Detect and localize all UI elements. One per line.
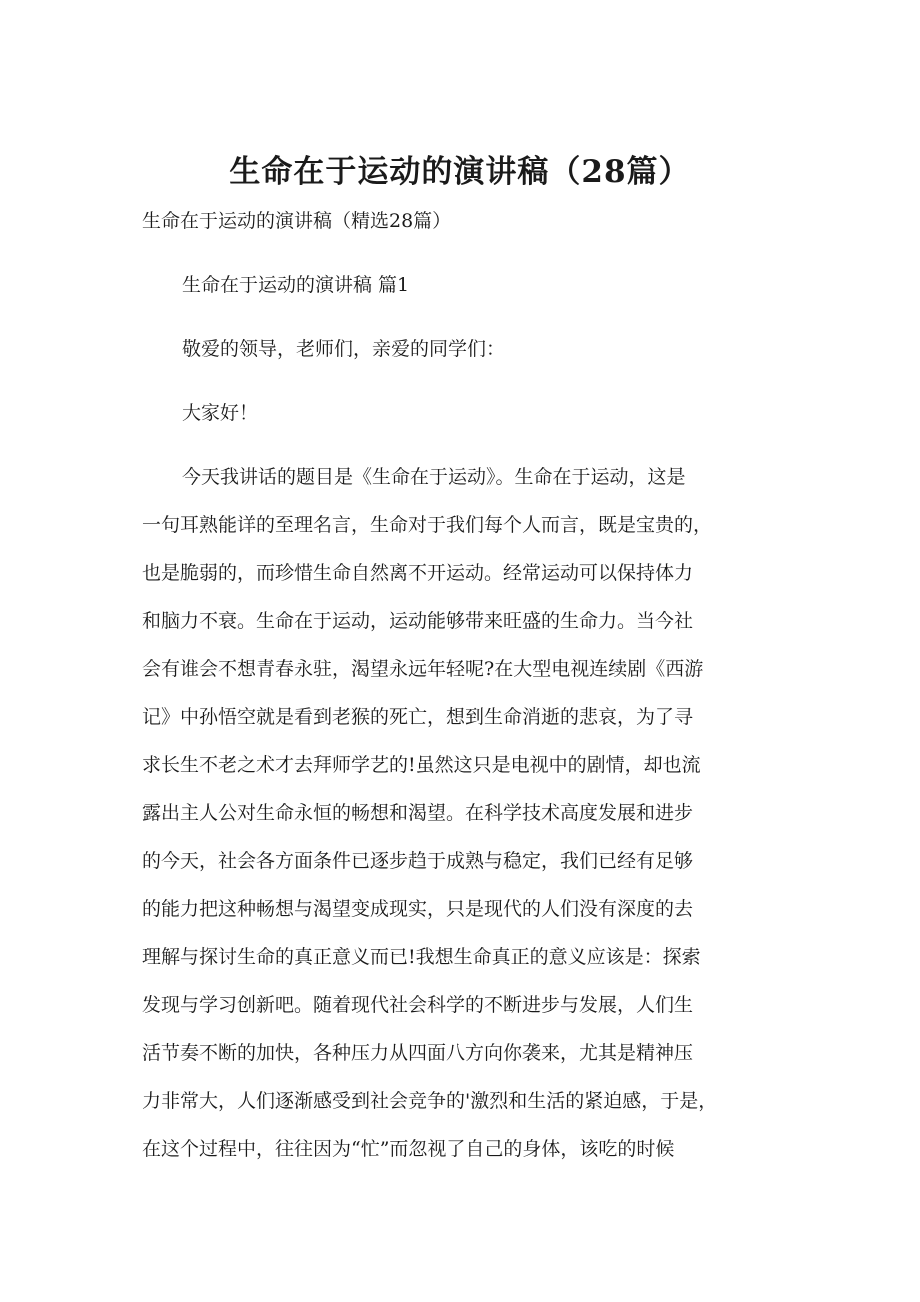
- body-line: 活节奏不断的加快，各种压力从四面八方向你袭来，尤其是精神压: [142, 1042, 694, 1064]
- section-heading: 生命在于运动的演讲稿 篇1: [182, 274, 410, 296]
- body-line: 的能力把这种畅想与渴望变成现实，只是现代的人们没有深度的去: [142, 898, 694, 920]
- salutation: 敬爱的领导，老师们，亲爱的同学们：: [182, 338, 506, 360]
- greeting: 大家好！: [182, 402, 259, 424]
- document-title: 生命在于运动的演讲稿（28篇）: [229, 154, 691, 190]
- body-line: 力非常大，人们逐渐感受到社会竞争的'激烈和生活的紧迫感，于是，: [142, 1090, 718, 1112]
- document-subtitle: 生命在于运动的演讲稿（精选28篇）: [142, 210, 452, 232]
- body-line: 在这个过程中，往往因为“忙”而忽视了自己的身体，该吃的时候: [142, 1138, 675, 1160]
- body-line: 露出主人公对生命永恒的畅想和渴望。在科学技术高度发展和进步: [142, 802, 694, 824]
- body-line: 也是脆弱的，而珍惜生命自然离不开运动。经常运动可以保持体力: [142, 562, 694, 584]
- body-line: 会有谁会不想青春永驻，渴望永远年轻呢?在大型电视连续剧《西游: [142, 658, 704, 680]
- body-line: 一句耳熟能详的至理名言，生命对于我们每个人而言，既是宝贵的，: [142, 514, 713, 536]
- body-line: 发现与学习创新吧。随着现代社会科学的不断进步与发展，人们生: [142, 994, 694, 1016]
- body-line: 记》中孙悟空就是看到老猴的死亡，想到生命消逝的悲哀，为了寻: [142, 706, 694, 728]
- body-line: 理解与探讨生命的真正意义而已!我想生命真正的意义应该是：探索: [142, 946, 701, 968]
- body-line: 求长生不老之术才去拜师学艺的!虽然这只是电视中的剧情，却也流: [142, 754, 701, 776]
- body-line: 今天我讲话的题目是《生命在于运动》。生命在于运动，这是: [182, 466, 686, 488]
- body-line: 和脑力不衰。生命在于运动，运动能够带来旺盛的生命力。当今社: [142, 610, 694, 632]
- body-line: 的今天，社会各方面条件已逐步趋于成熟与稳定，我们已经有足够: [142, 850, 694, 872]
